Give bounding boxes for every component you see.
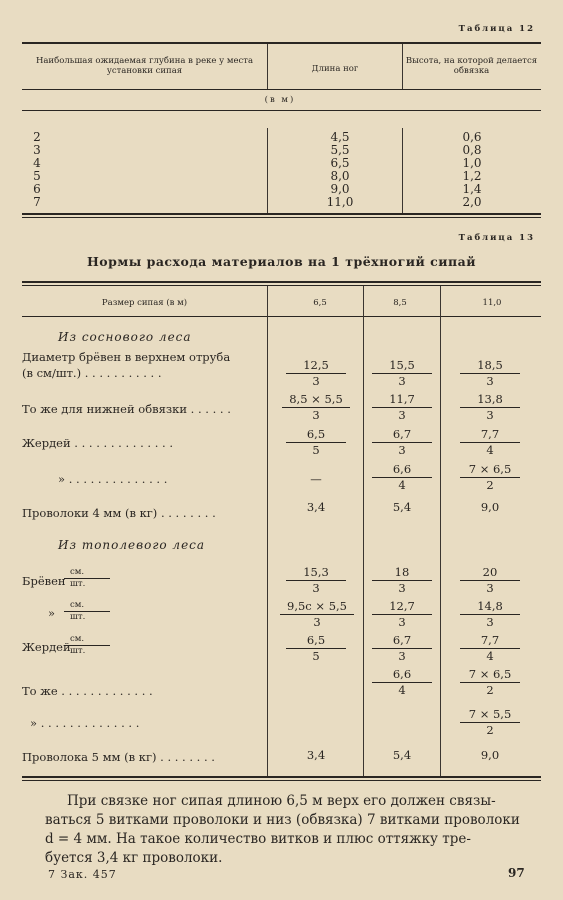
table-caption-1: Таблица 12 — [458, 24, 535, 34]
unit-fraction: см. шт. — [64, 634, 110, 657]
table-title: Нормы расхода материалов на 1 трёхногий сипай — [86, 254, 477, 269]
fraction-cell: $\frac{6,5}{5}$ — [286, 634, 346, 663]
fraction-cell: $\frac{14,8}{3}$ — [460, 600, 520, 629]
table-cell: 5,5 — [330, 143, 350, 157]
table-cell: 1,2 — [462, 169, 482, 183]
table-cell: 9,0 — [480, 500, 500, 514]
table1-unit-row: (в м) — [264, 95, 296, 105]
table1-bottom-rule — [22, 217, 541, 218]
paragraph-line: буется 3,4 кг проволоки. — [45, 850, 223, 866]
table-cell: 5,4 — [392, 500, 412, 514]
table-cell: 9,0 — [330, 182, 350, 196]
footer-order-number: 7 Зак. 457 — [48, 868, 117, 881]
table-cell: 3,4 — [306, 500, 326, 514]
table2-header-size: 8,5 — [393, 298, 407, 308]
fraction-cell: $\frac{6,5}{5}$ — [286, 428, 346, 457]
table1-header-depth: Наибольшая ожидаемая глубина в реке у места установки сипая — [35, 56, 254, 76]
table-cell: 4 — [33, 156, 41, 170]
table-cell: 2,0 — [462, 195, 482, 209]
table2-divider — [267, 286, 268, 776]
fraction-cell: $\frac{20}{3}$ — [460, 566, 520, 595]
table-cell: 5 — [33, 169, 41, 183]
table-cell: 3 — [33, 143, 41, 157]
table1-body-divider — [402, 128, 403, 214]
table2-bottom-rule — [22, 780, 541, 781]
section-poplar: Из тополевого леса — [58, 538, 206, 552]
unit-fraction: см. шт. — [64, 567, 110, 590]
row-label-poles: Жердей . . . . . . . . . . . . . . — [22, 436, 173, 450]
table2-top-rule — [22, 285, 541, 286]
fraction-cell: $\frac{7 \times 6,5}{2}$ — [460, 668, 520, 697]
table2-header-rule — [22, 316, 541, 317]
table1-header-divider — [267, 44, 268, 90]
fraction-cell: $\frac{13,8}{3}$ — [460, 393, 520, 422]
fraction-cell: $\frac{18,5}{3}$ — [460, 359, 520, 388]
paragraph-line: ваться 5 витками проволоки и низ (обвязка) 7 витками проволоки — [45, 812, 520, 828]
table-cell: 0,6 — [462, 130, 482, 144]
table-cell: — — [310, 472, 322, 486]
row-label-ditto: » . . . . . . . . . . . . . . — [58, 472, 168, 486]
table2-header-label: Размер сипая (в м) — [101, 298, 188, 308]
table1-top-rule — [22, 42, 541, 44]
table-cell: 6,5 — [330, 156, 350, 170]
fraction-cell: $\frac{11,7}{3}$ — [372, 393, 432, 422]
fraction-cell: $\frac{12,7}{3}$ — [372, 600, 432, 629]
table-cell: 5,4 — [392, 748, 412, 762]
fraction-cell: $\frac{15,3}{3}$ — [286, 566, 346, 595]
table-cell: 9,0 — [480, 748, 500, 762]
paragraph-line: d = 4 мм. На такое количество витков и плюс оттяжку тре- — [45, 831, 471, 847]
row-label-logs-ditto: » — [48, 606, 56, 620]
fraction-cell: $\frac{7 \times 6,5}{2}$ — [460, 463, 520, 492]
paragraph-line: При связке ног сипая длиною 6,5 м верх его должен связы- — [67, 793, 496, 809]
fraction-cell: 9,5с × 5,5 3 — [280, 600, 354, 629]
unit-fraction: см. шт. — [64, 600, 110, 623]
table2-top-rule — [22, 281, 541, 283]
table1-unit-rule — [22, 110, 541, 111]
table1-header-rule — [22, 89, 541, 90]
table-cell: 3,4 — [306, 748, 326, 762]
table-cell: 1,0 — [462, 156, 482, 170]
table2-divider — [363, 286, 364, 776]
row-label-ditto: » . . . . . . . . . . . . . . — [30, 716, 140, 730]
fraction-cell: $\frac{15,5}{3}$ — [372, 359, 432, 388]
table-caption-2: Таблица 13 — [458, 233, 535, 243]
table1-body-divider — [267, 128, 268, 214]
table-cell: 6 — [33, 182, 41, 196]
table2-bottom-rule — [22, 776, 541, 778]
fraction-cell: $\frac{8,5 \times 5,5}{3}$ — [282, 393, 350, 422]
table2-header-size: 11,0 — [482, 298, 502, 308]
body-paragraph — [45, 792, 540, 868]
fraction-cell: $\frac{7,7}{4}$ — [460, 634, 520, 663]
fraction-cell: $\frac{12,5}{3}$ — [286, 359, 346, 388]
fraction-cell: $\frac{6,7}{3}$ — [372, 634, 432, 663]
table-cell: 2 — [33, 130, 41, 144]
table-cell: 0,8 — [462, 143, 482, 157]
table2-header-size: 6,5 — [313, 298, 327, 308]
row-label-wire: Проволоки 4 мм (в кг) . . . . . . . . — [22, 506, 216, 520]
table-cell: 1,4 — [462, 182, 482, 196]
table-cell: 11,0 — [326, 195, 354, 209]
row-label-diameter: Диаметр брёвен в верхнем отруба — [22, 350, 231, 364]
fraction-cell: $\frac{7,7}{4}$ — [460, 428, 520, 457]
table2-divider — [440, 286, 441, 776]
table1-header-divider — [402, 44, 403, 90]
row-label-wire: Проволока 5 мм (в кг) . . . . . . . . — [22, 750, 215, 764]
row-label-same: То же . . . . . . . . . . . . . — [22, 684, 153, 698]
row-label-poles: Жердей — [22, 640, 71, 654]
fraction-cell: $\frac{6,6}{4}$ — [372, 668, 432, 697]
table-cell: 4,5 — [330, 130, 350, 144]
fraction-cell: $\frac{18}{3}$ — [372, 566, 432, 595]
page-number: 97 — [508, 866, 525, 880]
table1-header-binding-height: Высота, на которой делается обвязка — [405, 56, 538, 76]
table-cell: 8,0 — [330, 169, 350, 183]
fraction-cell: $\frac{6,7}{3}$ — [372, 428, 432, 457]
row-label-diameter-unit: (в см/шт.) . . . . . . . . . . . — [22, 366, 162, 380]
fraction-cell: $\frac{7 \times 5,5}{2}$ — [460, 708, 520, 737]
fraction-cell: $\frac{6,6}{4}$ — [372, 463, 432, 492]
section-pine: Из соснового леса — [58, 330, 192, 344]
table-cell: 7 — [33, 195, 41, 209]
table1-header-leg-length: Длина ног — [311, 64, 359, 74]
table1-bottom-rule — [22, 213, 541, 215]
row-label-logs: Брёвен — [22, 574, 66, 588]
row-label-lower-binding: То же для нижней обвязки . . . . . . — [22, 402, 231, 416]
